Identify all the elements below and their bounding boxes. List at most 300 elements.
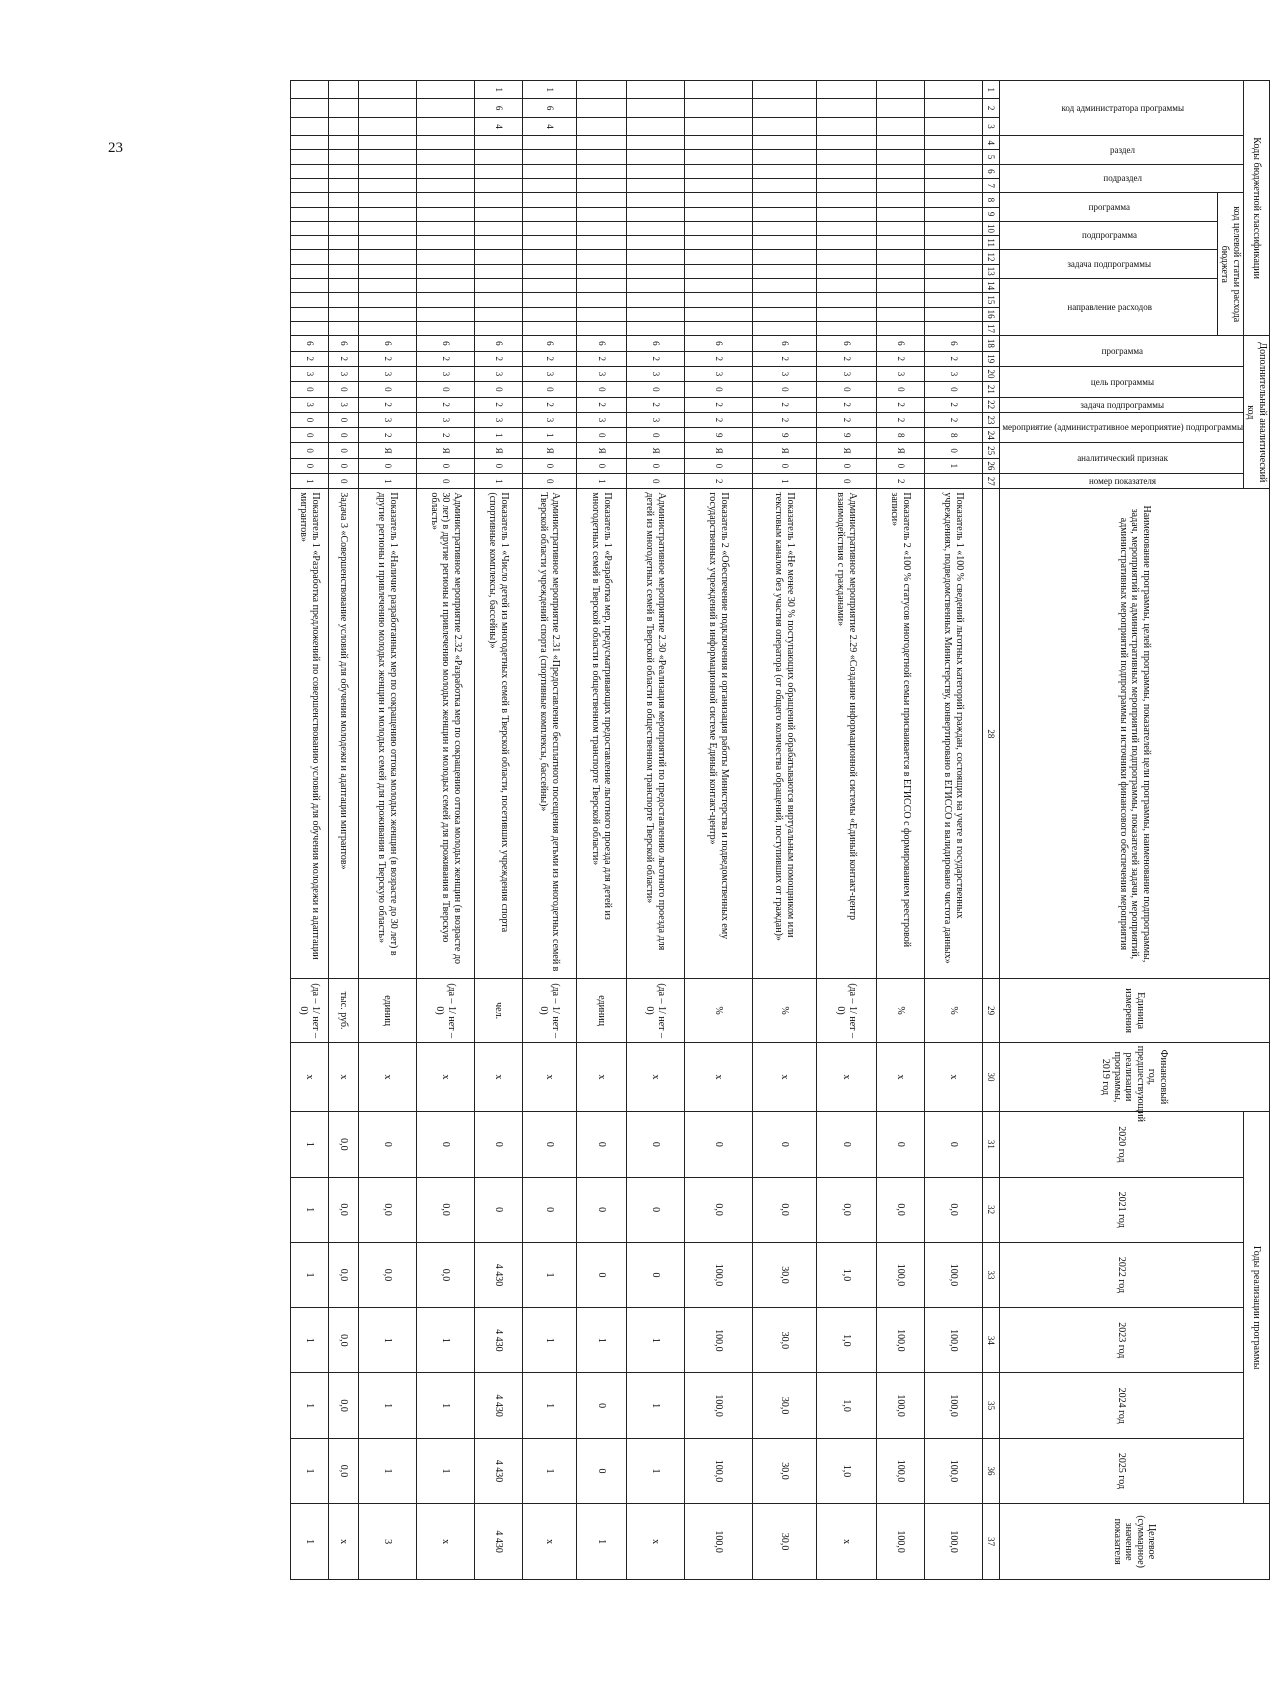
additional-code-digit: 3: [876, 366, 924, 381]
admin-code-digit: [576, 99, 626, 117]
column-number: 32: [982, 1177, 999, 1242]
budget-code-cell: [522, 136, 576, 150]
row-year-value: 0: [576, 1112, 626, 1177]
budget-code-cell: [416, 221, 474, 235]
additional-code-digit: 3: [684, 366, 752, 381]
budget-code-cell: [816, 236, 876, 250]
additional-code-digit: Я: [626, 443, 684, 458]
budget-code-cell: [924, 293, 982, 307]
year-2024-header: 2024 год: [999, 1373, 1243, 1438]
budget-code-cell: [416, 178, 474, 192]
admin-code-digit: 1: [474, 81, 522, 99]
row-target: 100,0: [924, 1504, 982, 1580]
additional-code-digit: 2: [924, 412, 982, 427]
column-number: 34: [982, 1308, 999, 1373]
row-fiscal-year: х: [684, 1042, 752, 1111]
row-year-value: 0: [576, 1438, 626, 1503]
additional-code-digit: 3: [474, 412, 522, 427]
admin-code-digit: 1: [522, 81, 576, 99]
budget-code-cell: [576, 264, 626, 278]
additional-code-header: Дополнительный аналитический код: [1244, 336, 1270, 489]
additional-code-digit: 2: [876, 412, 924, 427]
budget-code-cell: [522, 250, 576, 264]
row-year-value: 30,0: [752, 1242, 816, 1307]
budget-code-cell: [626, 221, 684, 235]
row-year-value: 1: [416, 1373, 474, 1438]
budget-code-cell: [752, 250, 816, 264]
budget-code-cell: [684, 164, 752, 178]
row-target: х: [816, 1504, 876, 1580]
row-target: 3: [358, 1504, 416, 1580]
program-header: программа: [999, 193, 1217, 222]
column-number: 16: [982, 307, 999, 321]
budget-code-cell: [816, 164, 876, 178]
additional-code-digit: 0: [522, 474, 576, 489]
budget-code-cell: [576, 136, 626, 150]
column-number: 2: [982, 99, 999, 117]
column-number: 36: [982, 1438, 999, 1503]
budget-code-cell: [684, 264, 752, 278]
budget-code-cell: [752, 321, 816, 335]
row-year-value: 0: [626, 1177, 684, 1242]
budget-code-cell: [684, 178, 752, 192]
budget-code-cell: [358, 321, 416, 335]
additional-code-digit: Я: [816, 443, 876, 458]
budget-code-cell: [816, 150, 876, 164]
additional-code-digit: Я: [576, 443, 626, 458]
row-year-value: 0,0: [416, 1242, 474, 1307]
row-unit: единиц: [576, 979, 626, 1042]
additional-code-digit: [924, 474, 982, 489]
row-year-value: 0,0: [328, 1242, 358, 1307]
additional-code-digit: 0: [416, 382, 474, 397]
budget-code-cell: [626, 293, 684, 307]
row-unit: чел.: [474, 979, 522, 1042]
row-year-value: 0: [576, 1177, 626, 1242]
admin-code-digit: [358, 81, 416, 99]
additional-code-digit: 1: [924, 458, 982, 473]
budget-code-cell: [328, 193, 358, 207]
budget-code-cell: [576, 207, 626, 221]
row-year-value: 1: [522, 1438, 576, 1503]
admin-code-digit: [816, 117, 876, 135]
additional-code-digit: 6: [752, 336, 816, 351]
column-number: 31: [982, 1112, 999, 1177]
budget-code-cell: [876, 164, 924, 178]
budget-code-cell: [474, 150, 522, 164]
column-number: 27: [982, 474, 999, 489]
budget-code-cell: [474, 278, 522, 292]
additional-code-digit: 2: [416, 397, 474, 412]
row-fiscal-year: х: [876, 1042, 924, 1111]
budget-code-cell: [752, 221, 816, 235]
additional-code-digit: 8: [924, 428, 982, 443]
budget-code-cell: [876, 293, 924, 307]
budget-code-cell: [358, 150, 416, 164]
budget-code-cell: [684, 207, 752, 221]
additional-code-digit: 0: [876, 382, 924, 397]
row-name: Показатель 1 «Наличие разработанных мер по сокращению оттока молодых женщин (в возрасте до 30 лет) в другие регионы и привлечению молодых женщин и молодых семей для проживания в Тверскую область»: [358, 489, 416, 979]
additional-code-digit: 0: [876, 458, 924, 473]
admin-code-digit: [626, 99, 684, 117]
admin-code-digit: [576, 117, 626, 135]
budget-code-cell: [522, 150, 576, 164]
additional-code-digit: 0: [522, 382, 576, 397]
budget-code-cell: [752, 178, 816, 192]
task-of-subprogram-header: задача подпрограммы: [999, 250, 1217, 279]
additional-code-digit: 0: [816, 382, 876, 397]
row-year-value: 1: [416, 1438, 474, 1503]
additional-code-digit: 0: [358, 458, 416, 473]
column-number: 26: [982, 458, 999, 473]
row-fiscal-year: х: [626, 1042, 684, 1111]
budget-code-cell: [626, 278, 684, 292]
row-year-value: 0,0: [416, 1177, 474, 1242]
budget-code-cell: [358, 236, 416, 250]
budget-code-cell: [816, 321, 876, 335]
additional-code-digit: Я: [358, 443, 416, 458]
additional-code-digit: 2: [816, 397, 876, 412]
row-target: 1: [290, 1504, 328, 1580]
budget-code-cell: [358, 193, 416, 207]
budget-code-cell: [576, 321, 626, 335]
row-unit: тыс. руб.: [328, 979, 358, 1042]
additional-code-digit: 0: [816, 474, 876, 489]
row-year-value: 0,0: [876, 1177, 924, 1242]
budget-code-cell: [684, 150, 752, 164]
additional-code-digit: 9: [684, 428, 752, 443]
additional-code-digit: 2: [752, 412, 816, 427]
add-subprogram-header: цель программы: [999, 366, 1243, 397]
budget-code-cell: [522, 164, 576, 178]
additional-code-digit: 2: [626, 397, 684, 412]
additional-code-digit: 2: [924, 351, 982, 366]
row-year-value: 0,0: [358, 1242, 416, 1307]
admin-code-digit: [626, 81, 684, 99]
admin-code-digit: [626, 117, 684, 135]
budget-code-cell: [328, 221, 358, 235]
admin-code-digit: [816, 99, 876, 117]
budget-code-cell: [576, 278, 626, 292]
budget-code-cell: [328, 207, 358, 221]
row-target: 100,0: [684, 1504, 752, 1580]
column-number: 30: [982, 1042, 999, 1111]
budget-code-cell: [474, 178, 522, 192]
row-year-value: 1,0: [816, 1242, 876, 1307]
additional-code-digit: Я: [684, 443, 752, 458]
additional-code-digit: Я: [752, 443, 816, 458]
column-number: 18: [982, 336, 999, 351]
row-target: 1: [576, 1504, 626, 1580]
column-number: 7: [982, 178, 999, 192]
additional-code-digit: 3: [358, 412, 416, 427]
admin-code-digit: [924, 99, 982, 117]
admin-code-digit: [290, 117, 328, 135]
additional-code-digit: 0: [328, 458, 358, 473]
additional-code-digit: 3: [328, 366, 358, 381]
page-number: 23: [108, 140, 123, 156]
column-number: 3: [982, 117, 999, 135]
additional-code-digit: 2: [416, 428, 474, 443]
additional-code-digit: 2: [876, 474, 924, 489]
row-name: Административное мероприятие 2.29 «Создание информационной системы «Единый контакт-центр взаимодействия с гражданами»: [816, 489, 876, 979]
table-row: [924, 81, 982, 1580]
additional-code-digit: 0: [328, 428, 358, 443]
additional-code-digit: 3: [474, 366, 522, 381]
admin-code-digit: [876, 117, 924, 135]
additional-code-digit: 1: [752, 474, 816, 489]
additional-code-digit: 6: [684, 336, 752, 351]
budget-code-cell: [752, 150, 816, 164]
admin-code-digit: [876, 81, 924, 99]
row-year-value: 0,0: [328, 1438, 358, 1503]
additional-code-digit: 0: [328, 412, 358, 427]
admin-code-digit: [328, 117, 358, 135]
admin-code-digit: [328, 81, 358, 99]
budget-code-cell: [626, 321, 684, 335]
budget-code-cell: [290, 321, 328, 335]
budget-code-cell: [328, 236, 358, 250]
row-year-value: 0: [626, 1112, 684, 1177]
row-fiscal-year: х: [752, 1042, 816, 1111]
budget-code-cell: [626, 264, 684, 278]
budget-code-cell: [416, 136, 474, 150]
budget-code-cell: [684, 293, 752, 307]
additional-code-digit: 0: [924, 382, 982, 397]
additional-code-digit: 8: [876, 428, 924, 443]
row-year-value: 0,0: [816, 1177, 876, 1242]
row-year-value: 100,0: [876, 1373, 924, 1438]
budget-code-cell: [626, 164, 684, 178]
additional-code-digit: 1: [290, 474, 328, 489]
budget-code-cell: [358, 164, 416, 178]
budget-code-cell: [358, 250, 416, 264]
additional-code-digit: 0: [328, 474, 358, 489]
budget-code-cell: [876, 321, 924, 335]
budget-code-cell: [924, 250, 982, 264]
budget-code-cell: [416, 321, 474, 335]
budget-code-cell: [752, 307, 816, 321]
additional-code-digit: 1: [358, 474, 416, 489]
row-unit: (да – 1/ нет – 0): [522, 979, 576, 1042]
budget-code-cell: [576, 164, 626, 178]
additional-code-digit: 0: [626, 458, 684, 473]
row-year-value: 1: [626, 1308, 684, 1373]
budget-code-cell: [816, 221, 876, 235]
table-row: [816, 81, 876, 1580]
budget-code-cell: [876, 307, 924, 321]
budget-code-cell: [290, 236, 328, 250]
row-year-value: 0: [416, 1112, 474, 1177]
column-number: 8: [982, 193, 999, 207]
table-row: [290, 81, 328, 1580]
budget-code-cell: [474, 250, 522, 264]
budget-code-cell: [876, 193, 924, 207]
additional-code-digit: 0: [416, 458, 474, 473]
row-name: Показатель 2 «Обеспечение подключения и организация работы Министерства и подведомственных ему государственных учреждений в информационной системе Единый контакт-центр»: [684, 489, 752, 979]
budget-code-cell: [924, 150, 982, 164]
table-row: [328, 81, 358, 1580]
row-year-value: 1: [358, 1373, 416, 1438]
budget-code-cell: [876, 136, 924, 150]
additional-code-digit: 0: [626, 382, 684, 397]
row-year-value: 0,0: [684, 1177, 752, 1242]
admin-code-digit: [576, 81, 626, 99]
budget-code-cell: [328, 307, 358, 321]
budget-code-cell: [522, 293, 576, 307]
table-row: [522, 81, 576, 1580]
table-row: [416, 81, 474, 1580]
add-sign-header: аналитический признак: [999, 443, 1243, 474]
row-year-value: 100,0: [924, 1308, 982, 1373]
budget-code-cell: [876, 236, 924, 250]
budget-code-cell: [522, 193, 576, 207]
budget-code-cell: [876, 150, 924, 164]
additional-code-digit: Я: [474, 443, 522, 458]
additional-code-digit: 1: [474, 474, 522, 489]
year-2023-header: 2023 год: [999, 1308, 1243, 1373]
budget-code-cell: [684, 307, 752, 321]
budget-code-cell: [358, 307, 416, 321]
additional-code-digit: 6: [522, 336, 576, 351]
row-year-value: 100,0: [684, 1373, 752, 1438]
column-number: 17: [982, 321, 999, 335]
budget-code-cell: [416, 278, 474, 292]
budget-code-cell: [290, 150, 328, 164]
row-year-value: 0,0: [752, 1177, 816, 1242]
budget-code-cell: [290, 278, 328, 292]
additional-code-digit: 2: [816, 351, 876, 366]
budget-code-cell: [924, 136, 982, 150]
row-year-value: 0: [474, 1112, 522, 1177]
budget-code-cell: [474, 236, 522, 250]
column-number: 14: [982, 278, 999, 292]
row-year-value: 0,0: [924, 1177, 982, 1242]
budget-code-cell: [290, 307, 328, 321]
row-unit: %: [876, 979, 924, 1042]
row-target: х: [328, 1504, 358, 1580]
rotated-table-wrapper: [180, 80, 1270, 1580]
budget-code-cell: [522, 236, 576, 250]
add-activity-header: мероприятие (административное мероприятие) подпрограммы: [999, 412, 1243, 443]
budget-code-cell: [924, 264, 982, 278]
row-year-value: 0,0: [328, 1177, 358, 1242]
column-number: 15: [982, 293, 999, 307]
budget-code-cell: [752, 136, 816, 150]
additional-code-digit: 0: [474, 458, 522, 473]
column-number: 1: [982, 81, 999, 99]
additional-code-digit: 6: [626, 336, 684, 351]
budget-code-cell: [924, 193, 982, 207]
table-row: [626, 81, 684, 1580]
budget-code-cell: [522, 221, 576, 235]
budget-code-cell: [328, 264, 358, 278]
budget-code-cell: [522, 321, 576, 335]
additional-code-digit: 2: [290, 351, 328, 366]
row-year-value: 0: [522, 1112, 576, 1177]
budget-code-cell: [576, 250, 626, 264]
subprogram-header: подпрограмма: [999, 221, 1217, 250]
column-number: 5: [982, 150, 999, 164]
budget-code-cell: [474, 164, 522, 178]
additional-code-digit: 2: [358, 428, 416, 443]
row-unit: единиц: [358, 979, 416, 1042]
row-fiscal-year: х: [290, 1042, 328, 1111]
row-target: х: [522, 1504, 576, 1580]
additional-code-digit: 2: [684, 351, 752, 366]
budget-code-cell: [626, 150, 684, 164]
budget-code-cell: [816, 207, 876, 221]
column-number: 19: [982, 351, 999, 366]
admin-code-digit: 6: [522, 99, 576, 117]
budget-code-cell: [626, 136, 684, 150]
budget-code-cell: [474, 293, 522, 307]
additional-code-digit: 0: [684, 458, 752, 473]
additional-code-digit: 3: [576, 366, 626, 381]
budget-code-cell: [474, 307, 522, 321]
additional-code-digit: 1: [522, 428, 576, 443]
column-number: 37: [982, 1504, 999, 1580]
admin-code-digit: 4: [522, 117, 576, 135]
additional-code-digit: 0: [522, 458, 576, 473]
additional-code-digit: 3: [416, 412, 474, 427]
row-target: 100,0: [876, 1504, 924, 1580]
budget-code-cell: [752, 164, 816, 178]
row-year-value: 1: [522, 1373, 576, 1438]
additional-code-digit: 2: [752, 397, 816, 412]
row-year-value: 1: [290, 1373, 328, 1438]
budget-code-cell: [576, 221, 626, 235]
budget-code-cell: [876, 221, 924, 235]
admin-code-digit: [816, 81, 876, 99]
budget-code-cell: [816, 193, 876, 207]
year-2021-header: 2021 год: [999, 1177, 1243, 1242]
additional-code-digit: 0: [924, 443, 982, 458]
budget-code-cell: [924, 236, 982, 250]
admin-code-digit: [752, 99, 816, 117]
column-number: 29: [982, 979, 999, 1042]
additional-code-digit: 2: [416, 351, 474, 366]
budget-code-cell: [416, 150, 474, 164]
admin-code-digit: [328, 99, 358, 117]
budget-code-cell: [752, 264, 816, 278]
column-number: 9: [982, 207, 999, 221]
row-year-value: 1: [522, 1242, 576, 1307]
table-row: [684, 81, 752, 1580]
column-numbers-row: [982, 81, 999, 1580]
budget-code-cell: [416, 236, 474, 250]
budget-code-cell: [752, 236, 816, 250]
additional-code-digit: 2: [684, 474, 752, 489]
budget-code-cell: [576, 307, 626, 321]
additional-code-digit: 0: [290, 443, 328, 458]
additional-code-digit: 9: [752, 428, 816, 443]
column-number: 13: [982, 264, 999, 278]
row-unit: (да – 1/ нет – 0): [416, 979, 474, 1042]
additional-code-digit: 6: [290, 336, 328, 351]
budget-code-cell: [328, 150, 358, 164]
budget-code-cell: [328, 321, 358, 335]
additional-code-digit: 0: [474, 382, 522, 397]
program-indicators-table: [290, 80, 1270, 1580]
budget-code-cell: [626, 193, 684, 207]
additional-code-digit: 2: [924, 397, 982, 412]
row-year-value: 0: [684, 1112, 752, 1177]
row-target: х: [416, 1504, 474, 1580]
budget-code-cell: [416, 207, 474, 221]
budget-code-cell: [416, 264, 474, 278]
budget-code-cell: [684, 136, 752, 150]
